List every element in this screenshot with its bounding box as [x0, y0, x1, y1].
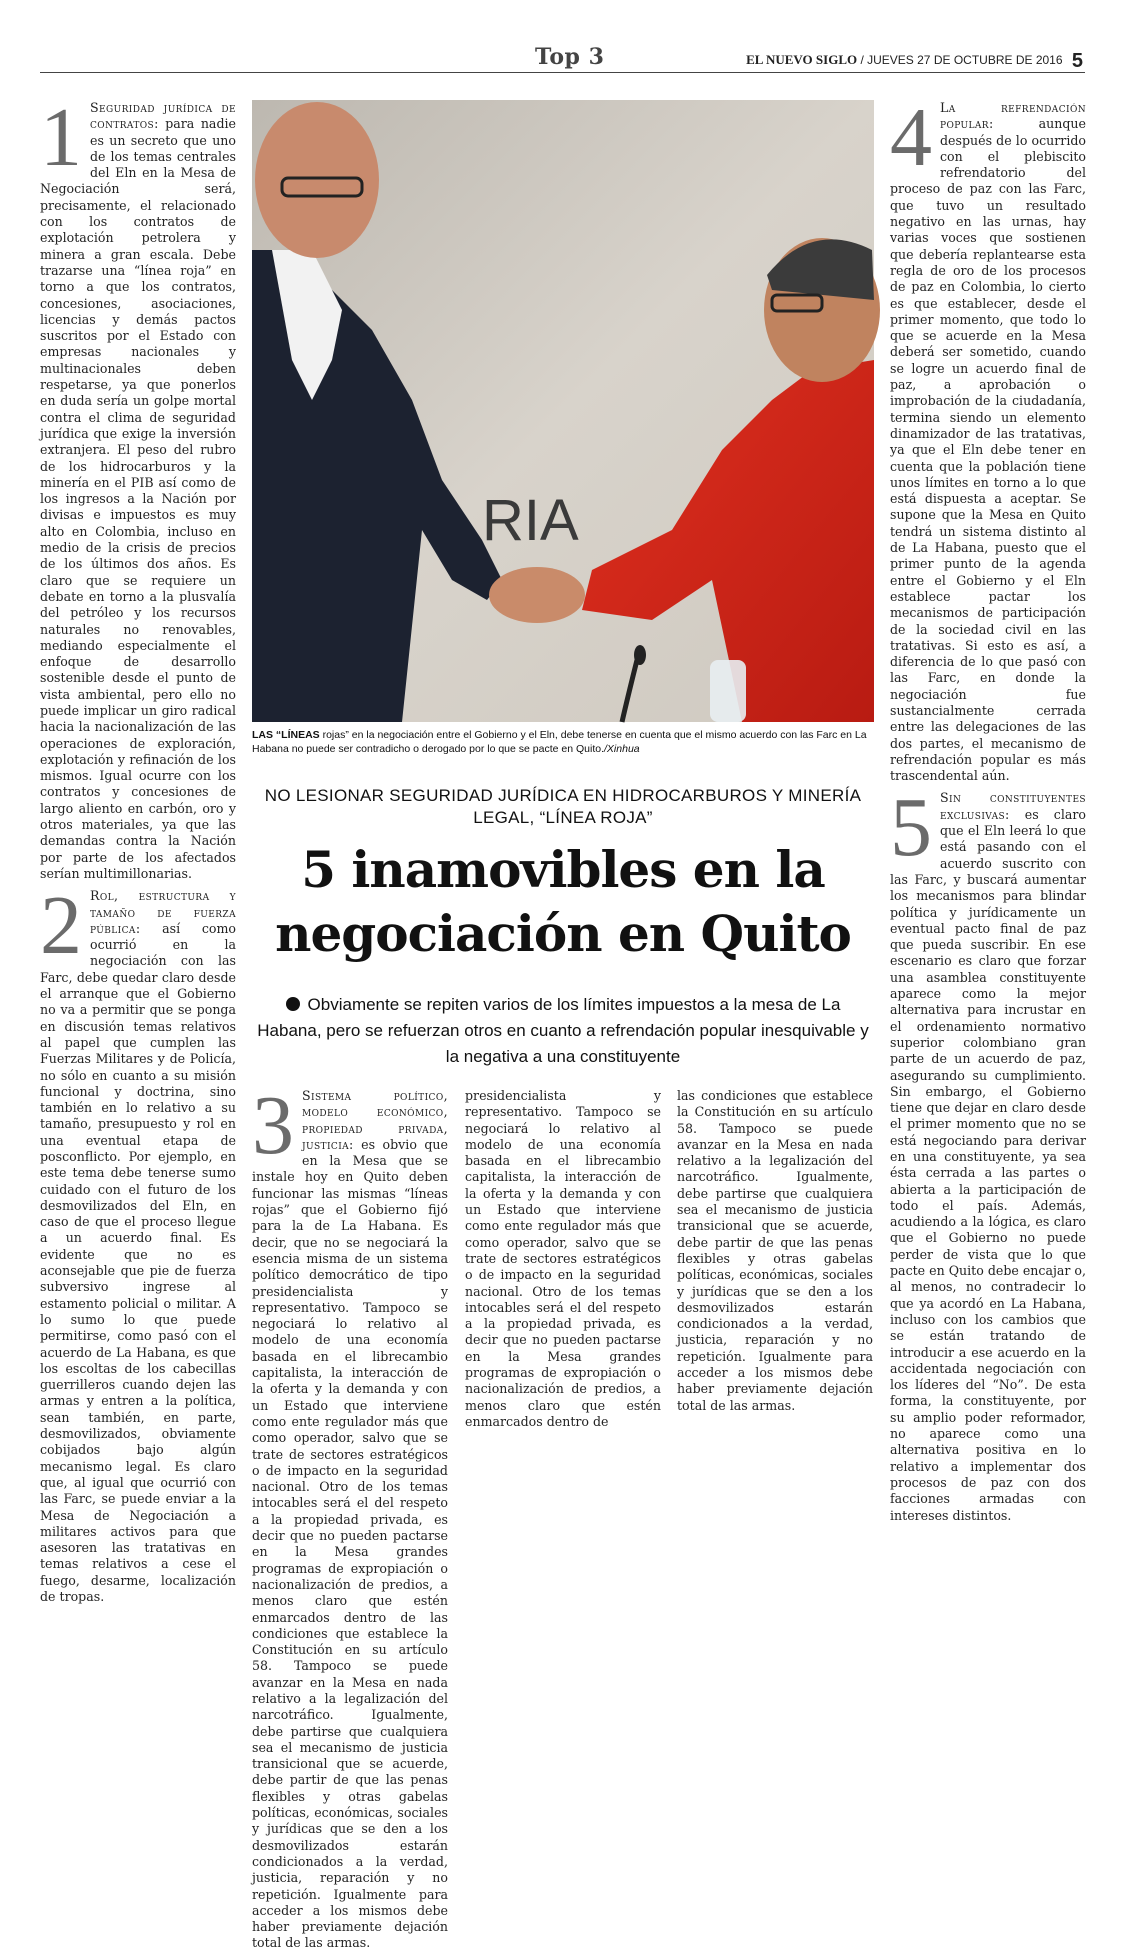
- point-text: es obvio que en la Mesa que se instale hoy en Quito deben funcionar las mismas “líneas rojas” que el Gobierno fijó para la de La Habana. Es decir, que no se negociará la esencia misma de un sistema político democrático de tipo presidencialista y representativo. Tampoco se negociará lo relativo al modelo de una economía basada en el librecambio capitalista, la interacción de la oferta y la demanda y con un Estado que interviene como ente regulador más que como operador, salvo que se trate de sectores estratégicos o de impacto en la seguridad nacional. Otro de los temas intocables será el del respeto a la propiedad privada, es decir que no pueden pactarse en la Mesa grandes programas de expropiación o nacionalización de predios, a menos claro que estén enmarcados dentro de las condiciones que establece la Constitución en su artículo 58. Tampoco se puede avanzar en la Mesa en nada relativo a la legalización del narcotráfico. Igualmente, debe partirse que cualquiera sea el mecanismo de justicia transicional que se acuerde, debe partir de que las penas flexibles y otras gabelas políticas, económicas, sociales y jurídicas que se den a los desmovilizados estarán condicionados a la verdad, justicia, reparación y no repetición. Igualmente para acceder a los mismos debe haber previamente dejación total de las armas.: [252, 1136, 448, 1951]
- point-number: 5: [890, 781, 932, 875]
- column-3-text: presidencialista y representativo. Tampoco se negociará lo relativo al modelo de una economía basada en el librecambio capitalista, la interacción de la oferta y la demanda y con un Estado que interviene como ente regulador más que como operador, salvo que se trate de sectores estratégicos o de impacto en la seguridad nacional. Otro de los temas intocables será el del respeto a la propiedad privada, es decir que no pueden pactarse en la Mesa grandes programas de expropiación o nacionalización de predios, a menos claro que estén enmarcados dentro de: [465, 1088, 661, 1429]
- article-kicker: NO LESIONAR SEGURIDAD JURÍDICA EN HIDROCARBUROS Y MINERÍA LEGAL, “LÍNEA ROJA”: [264, 786, 862, 827]
- point-lead: Rol, estructura y tamaño de fuerza pública:: [90, 888, 236, 936]
- column-4: [677, 1088, 873, 1413]
- column-3: [465, 1088, 661, 1429]
- column-5: [890, 91, 1086, 1523]
- point-5: [890, 781, 1086, 1523]
- page-number: 5: [1071, 50, 1083, 72]
- point-number: 2: [40, 879, 82, 973]
- point-text: así como ocurrió en la negociación con las Farc, debe quedar claro desde el arranque que el Gobierno no va a permitir que se ponga en discusión temas relativos al papel que cumplen las Fuerzas Militares y de Policía, no sólo en cuanto a su misión funcional y doctrina, sino también en lo relativo a su tamaño, presupuesto y rol en una eventual etapa de posconflicto. Por ejemplo, en este tema debe tenerse sumo cuidado con el futuro de los desmovilizados del Eln, en caso de que el proceso llegue a un acuerdo final. Es evidente que no es aconsejable que pie de fuerza subversivo ingrese al estamento policial o militar. A lo sumo lo que puede permitirse, como pasó con el acuerdo de La Habana, es que los escoltas de los cabecillas guerrilleros cuando dejen las armas y entren a la política, sean también, en parte, desmovilizados, obviamente cobijados bajo algún mecanismo legal. Es claro que, al igual que ocurrió con las Farc, se puede enviar a la Mesa de Negociación a militares activos para que asesoren las tratativas en temas relativos a cese el fuego, desarme, localización de tropas.: [40, 920, 236, 1605]
- point-number: 3: [252, 1079, 294, 1172]
- article-headline: 5 inamovibles en la negociación en Quito: [275, 840, 851, 963]
- newspaper-brand: EL NUEVO SIGLO: [746, 52, 858, 67]
- header-rule: [40, 72, 1085, 73]
- issue-date: / JUEVES 27 DE OCTUBRE DE 2016: [860, 53, 1063, 67]
- point-lead: Sin constituyentes exclusivas:: [940, 790, 1086, 822]
- column-4-text: las condiciones que establece la Constitución en su artículo 58. Tampoco se puede avanzar en la Mesa en nada relativo a la legalización del narcotráfico. Igualmente, debe partirse que cualquiera sea el mecanismo de justicia transicional que se acuerde, debe partir de que las penas flexibles y otras gabelas políticas, económicas, sociales y jurídicas que se den a los desmovilizados estarán condicionados a la verdad, justicia, reparación y no repetición. Igualmente para acceder a los mismos debe haber previamente dejación total de las armas.: [677, 1088, 873, 1413]
- point-lead: Sistema político, modelo económico, propiedad privada, justicia:: [302, 1088, 448, 1152]
- point-number: 1: [40, 91, 82, 184]
- deck-text: Obviamente se repiten varios de los límites impuestos a la mesa de La Habana, pero se refuerzan otros en cuanto a refrendación popular inesquivable y la negativa a una constituyente: [257, 995, 869, 1066]
- point-text: es claro que el Eln leerá lo que está pasando con el acuerdo suscrito con las Farc, y buscará aumentar los mecanismos para blindar política y jurídicamente un eventual pacto final de paz que pueda suscribir. En ese escenario es claro que forzar una asamblea constituyente aparece como la mejor alternativa para incrustar en el ordenamiento normativo superior colombiano gran parte de un acuerdo de paz, asegurando su cumplimiento. Sin embargo, el Gobierno tiene que dejar en claro desde el primer momento que no se está negociando para derivar en una constituyente, ya sea ésta cerrada a las partes o abierta a la participación de todo el país. Además, acudiendo a la lógica, es claro que el Gobierno no puede perder de vista que lo que pacte en Quito debe encajar o, al menos, no contradecir lo que ya acordó en La Habana, incluso con los cambios que se están tratando de introducir a ese acuerdo en la accidentada negociación con los líderes del “No”. De esta forma, la constituyente, por su amplio poder reformador, no aparece como una alternativa positiva en lo relativo a implementar dos procesos de paz con dos facciones armadas con intereses distintos.: [890, 806, 1086, 1523]
- point-1: [40, 91, 236, 882]
- point-text: para nadie es un secreto que uno de los temas centrales del Eln en la Mesa de Negociación será, precisamente, el relacionado con los contratos de explotación petrolera y minera a gran escala. Debe trazarse una “línea roja” en torno a que los contratos, concesiones, asociaciones, licencias y demás pactos suscritos por el Estado con empresas nacionales y multinacionales deben respetarse, ya que ponerlos en duda sería un golpe mortal contra el clima de seguridad jurídica que exige la inversión extranjera. El peso del rubro de los hidrocarburos y la minería en el PIB así como de los ingresos a la Nación por divisas e impuestos es muy alto en Colombia, incluso en medio de la crisis de precios de los últimos dos años. Es claro que se requiere un debate en torno a la plusvalía del petróleo y los recursos naturales no renovables, mediando especialmente el enfoque de desarrollo sostenible desde el punto de vista ambiental, pero ello no puede implicar un giro radical hacia la nacionalización de las operaciones de exploración, explotación y refinación de los mismos. Igual ocurre con los contratos y concesiones de largo aliento en carbón, oro y otros materiales, ya que las demandas contra la Nación por parte de los afectados serían multimillonarias.: [40, 116, 236, 881]
- column-2: [252, 1079, 448, 1951]
- point-3: [252, 1079, 448, 1952]
- caption-text: rojas” en la negociación entre el Gobierno y el Eln, debe tenerse en cuenta que el mismo acuerdo con las Farc en La Habana no puede ser contradicho o derogado por lo que se pacte en Quito.: [252, 729, 867, 755]
- section-title: Top 3: [535, 44, 605, 70]
- photo-caption: [252, 728, 874, 756]
- masthead: [746, 50, 1083, 73]
- point-number: 4: [890, 91, 932, 184]
- backdrop-text: RIA: [482, 488, 579, 553]
- point-lead: La refrendación popular:: [940, 100, 1086, 132]
- article-deck: [252, 992, 874, 1070]
- caption-lead: LAS “LÍNEAS: [252, 729, 320, 741]
- bullet-icon: [286, 997, 300, 1011]
- point-2: [40, 879, 236, 1605]
- handshake-photo-illustration: [252, 100, 874, 722]
- column-1: [40, 91, 236, 1605]
- photo-credit: /Xinhua: [604, 743, 640, 755]
- point-lead: Seguridad jurídica de contratos:: [90, 100, 236, 132]
- news-photo: [252, 100, 874, 722]
- point-4: [890, 91, 1086, 784]
- point-text: aunque después de lo ocurrido con el plebiscito refrendatorio del proceso de paz con las Farc, que tuvo un resultado negativo en las urnas, hay varias voces que sostienen que debería replantearse esta regla de oro de los procesos de paz en Colombia, lo cierto es que establecer, desde el primer momento, que todo lo que se acuerde en la Mesa deberá ser sometido, cuando se logre un acuerdo final de paz, a aprobación o improbación de la ciudadanía, termina siendo un elemento dinamizador de las tratativas, ya que el Eln debe tener en cuenta que la población tiene unos límites en torno a lo que está dispuesta a aceptar. Se supone que la Mesa en Quito tendrá un sistema distinto al de La Habana, puesto que el primer punto de la agenda entre el Gobierno y el Eln establece pactar los mecanismos de participación de la sociedad civil en las tratativas. Si esto es así, a diferencia de lo que pasó con las Farc, en donde la negociación fue sustancialmente cerrada entre las delegaciones de las dos partes, el mecanismo de refrendación popular es más trascendental aún.: [890, 116, 1086, 784]
